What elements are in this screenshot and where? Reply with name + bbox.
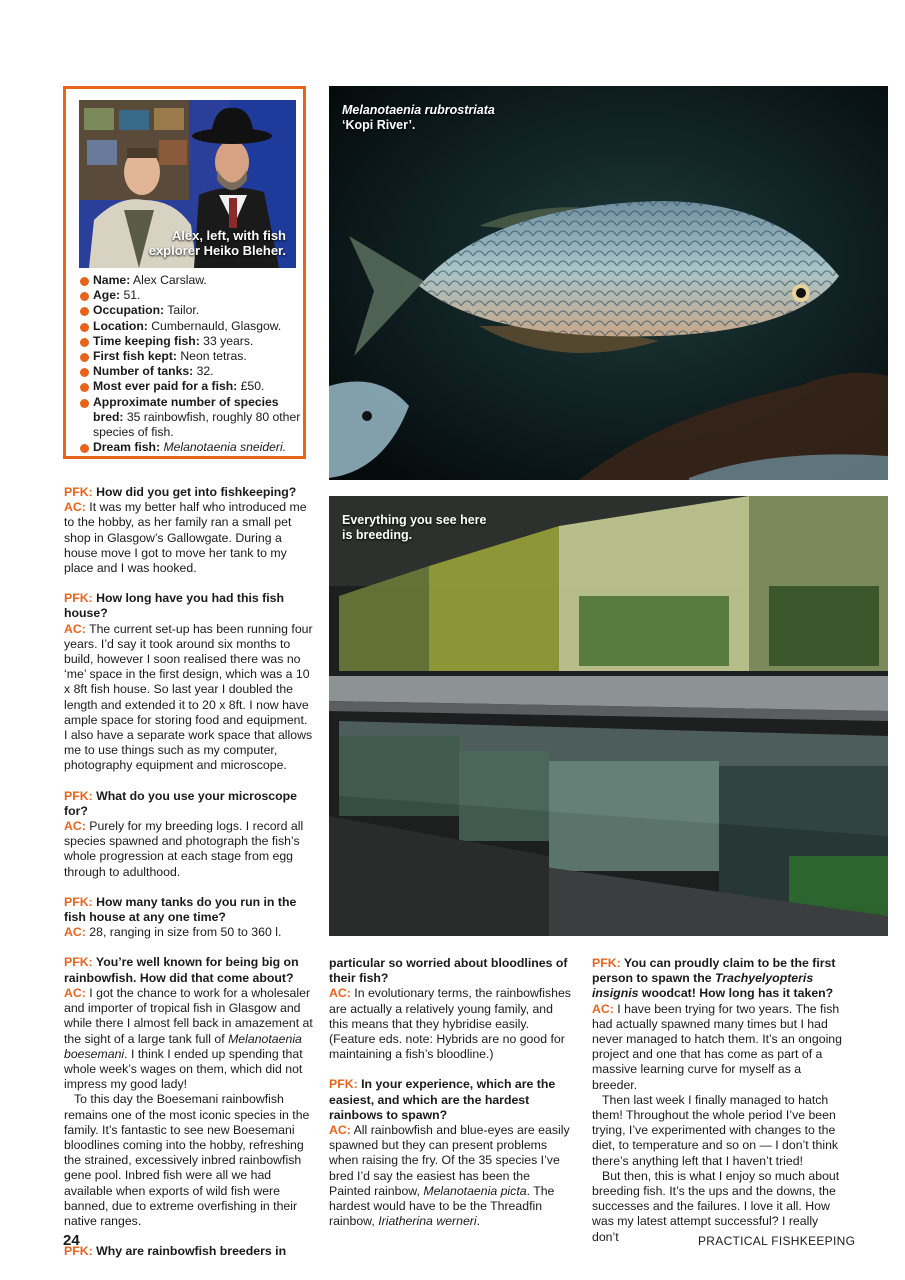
ac-tag: AC: (64, 621, 86, 636)
answer (329, 986, 575, 1062)
fact-label: Most ever paid for a fish: (93, 379, 238, 394)
tanks-photo (329, 496, 888, 936)
question-continued: particular so worried about bloodlines of their fish? (329, 956, 568, 986)
question-text: You’re well known for being big on rainbowfish. How did that come about? (64, 955, 299, 985)
question (64, 485, 314, 500)
ac-tag: AC: (592, 1001, 614, 1016)
fact-item (80, 349, 302, 364)
question-text: How did you get into fishkeeping? (96, 485, 297, 499)
answer (64, 925, 314, 940)
answer-text: It was my better half who introduced me to the hobby, as her family ran a small pet shop in Glasgow’s Gallowgate. During a house move I got to move her tank to my place and I was hooked. (64, 500, 307, 576)
answer (592, 1002, 844, 1093)
pfk-tag: PFK: (64, 788, 93, 803)
fish-caption-line: ‘Kopi River’. (342, 118, 416, 132)
question-text: You can proudly claim to be the first person to spawn the (592, 956, 836, 986)
answer-text: The current set-up has been running four years. I’d say it took around six months to build, however I soon realised there was no ‘me’ space in the first design, which was a 10 x 8ft fish house. So last year I doubled the length and extended it to 20 x 8ft. I now have ample space for storing food and equipment. I also have a separate work space that allows me to use things such as my computer, photography equipment and microscope. (64, 621, 313, 773)
pfk-tag: PFK: (64, 1244, 93, 1259)
answer-text: . The hardest would have to be the Threadfin rainbow, (329, 1183, 555, 1229)
tanks-caption-line: Everything you see here (342, 513, 487, 527)
fish-photo (329, 86, 888, 480)
fact-item (80, 379, 302, 394)
fact-value: Tailor. (167, 303, 200, 318)
pfk-tag: PFK: (329, 1077, 358, 1092)
fact-label: Dream fish: (93, 440, 161, 455)
portrait-caption-line: explorer Heiko Bleher. (148, 243, 286, 258)
answer-text: . I think I ended up spending that whole week’s wages on them, which did not impress my good lady! (64, 1046, 303, 1092)
fact-label: Name: (93, 273, 131, 287)
fact-item (80, 319, 302, 334)
fact-value: Cumbernauld, Glasgow. (151, 318, 282, 333)
fact-label: Occupation: (93, 303, 165, 318)
question-text: How many tanks do you run in the fish house at any one time? (64, 894, 297, 925)
fact-item (80, 440, 302, 455)
fact-label: Approximate number of species bred: (93, 394, 279, 424)
answer-text: I have been trying for two years. The fish had actually spawned many times but I had never managed to hatch them. It’s an ongoing project and one that has come as part of a massive learning curve for myself as a breeder. (592, 1001, 842, 1092)
fact-item (80, 334, 302, 349)
column-1 (64, 485, 314, 1259)
ac-tag: AC: (329, 1123, 351, 1138)
tanks-caption-line: is breeding. (342, 528, 413, 542)
question (64, 789, 314, 819)
portrait-photo (79, 100, 296, 268)
question-text: How long have you had this fish house? (64, 591, 285, 621)
fish-photo-caption (342, 103, 495, 133)
fact-value: 51. (123, 288, 141, 303)
answer-text: All rainbowfish and blue-eyes are easily spawned but they can present problems when raising the fry. Of the 35 species I’ve bred I’d say the easiest has been the Painted rainbow, (329, 1123, 570, 1198)
fact-item (80, 288, 302, 303)
ac-tag: AC: (64, 925, 86, 940)
fact-value: 33 years. (203, 333, 254, 348)
profile-facts (80, 273, 302, 455)
species-name: Iriatherina werneri (378, 1214, 477, 1229)
ac-tag: AC: (329, 986, 351, 1001)
question (592, 956, 844, 1002)
question (64, 955, 314, 985)
ac-tag: AC: (64, 819, 86, 834)
fact-label: First fish kept: (93, 349, 177, 364)
answer (64, 819, 314, 880)
species-name: Melanotaenia boesemani (64, 1031, 302, 1061)
answer (64, 622, 314, 774)
portrait-caption-line: Alex, left, with fish (171, 228, 286, 243)
tanks-photo-caption (342, 513, 487, 543)
question-text: Why are rainbowfish breeders in (96, 1244, 287, 1259)
question (64, 591, 314, 621)
fact-label: Time keeping fish: (93, 333, 200, 348)
question-text: In your experience, which are the easiest, and which are the hardest rainbows to spawn? (329, 1077, 556, 1122)
pfk-tag: PFK: (64, 894, 93, 909)
paragraph: Then last week I finally managed to hatch them! Throughout the whole period I’ve been trying, I’ve experimented with changes to the diet, to temperature and so on — I don’t think there’s anything left that I haven’t tried! (592, 1092, 839, 1168)
column-2 (329, 956, 575, 1229)
fish-caption-line: Melanotaenia rubrostriata (342, 103, 495, 117)
fact-value: £50. (240, 379, 265, 394)
fact-label: Age: (93, 288, 121, 303)
pfk-tag: PFK: (64, 591, 93, 606)
paragraph: But then, this is what I enjoy so much about breeding fish. It’s the ups and the downs, the successes and the failures. I love it all. How was my latest attempt successful? I really don’t (592, 1168, 840, 1244)
question-text: What do you use your microscope for? (64, 788, 298, 818)
answer (64, 986, 314, 1092)
fact-value: Melanotaenia sneideri. (163, 440, 287, 455)
profile-box (63, 86, 306, 459)
fact-item (80, 395, 302, 441)
fact-label: Number of tanks: (93, 364, 194, 379)
question (64, 895, 314, 925)
fact-value: 32. (196, 364, 214, 379)
answer (329, 1123, 575, 1229)
ac-tag: AC: (64, 985, 86, 1000)
ac-tag: AC: (64, 500, 86, 515)
question (64, 1244, 314, 1259)
answer-text: . (476, 1214, 481, 1229)
fact-value: 35 rainbowfish, roughly 80 other species of fish. (93, 409, 301, 440)
fact-value: Neon tetras. (180, 349, 247, 364)
fact-item (80, 364, 302, 379)
answer-text: Purely for my breeding logs. I record all species spawned and photograph the fish’s whole progression at each stage from egg through to adulthood. (64, 819, 304, 879)
fact-value: Alex Carslaw. (132, 273, 207, 287)
fish-house-image (329, 496, 888, 936)
pfk-tag: PFK: (592, 956, 621, 970)
answer-text: I got the chance to work for a wholesaler and importer of tropical fish in Glasgow and while there I almost fell back in amazement at the sight of a large tank full of (64, 985, 313, 1046)
paragraph: To this day the Boesemani rainbowfish remains one of the most iconic species in the family. It’s fantastic to see new Boesemani bloodlines coming into the hobby, refreshing the strained, excessively inbred rainbowfish gene pool. Inbred fish were all we had available when exports of wild fish were banned, due to extreme overfishing in their native ranges. (64, 1092, 310, 1228)
pfk-tag: PFK: (64, 485, 93, 499)
answer (64, 500, 314, 576)
fact-label: Location: (93, 318, 148, 333)
answer-text: 28, ranging in size from 50 to 360 l. (89, 925, 282, 940)
column-3 (592, 956, 844, 1245)
fact-item (80, 303, 302, 318)
answer-text: In evolutionary terms, the rainbowfishes are actually a relatively young family, and this means that they hybridise easily. (Feature eds. note: Hybrids are no good for maintaining a fish’s bloodline.) (329, 986, 571, 1062)
species-name: Trachyelyopteris insignis (592, 971, 814, 1001)
species-name: Melanotaenia picta (423, 1183, 527, 1198)
rainbowfish-image (329, 86, 888, 480)
pfk-tag: PFK: (64, 955, 93, 970)
fact-item (80, 273, 302, 288)
portrait-caption (149, 228, 286, 258)
question-text: woodcat! How long has it taken? (638, 986, 834, 1001)
magazine-name: PRACTICAL FISHKEEPING (698, 1234, 856, 1248)
page-number: 24 (63, 1232, 80, 1249)
question (329, 1077, 575, 1123)
